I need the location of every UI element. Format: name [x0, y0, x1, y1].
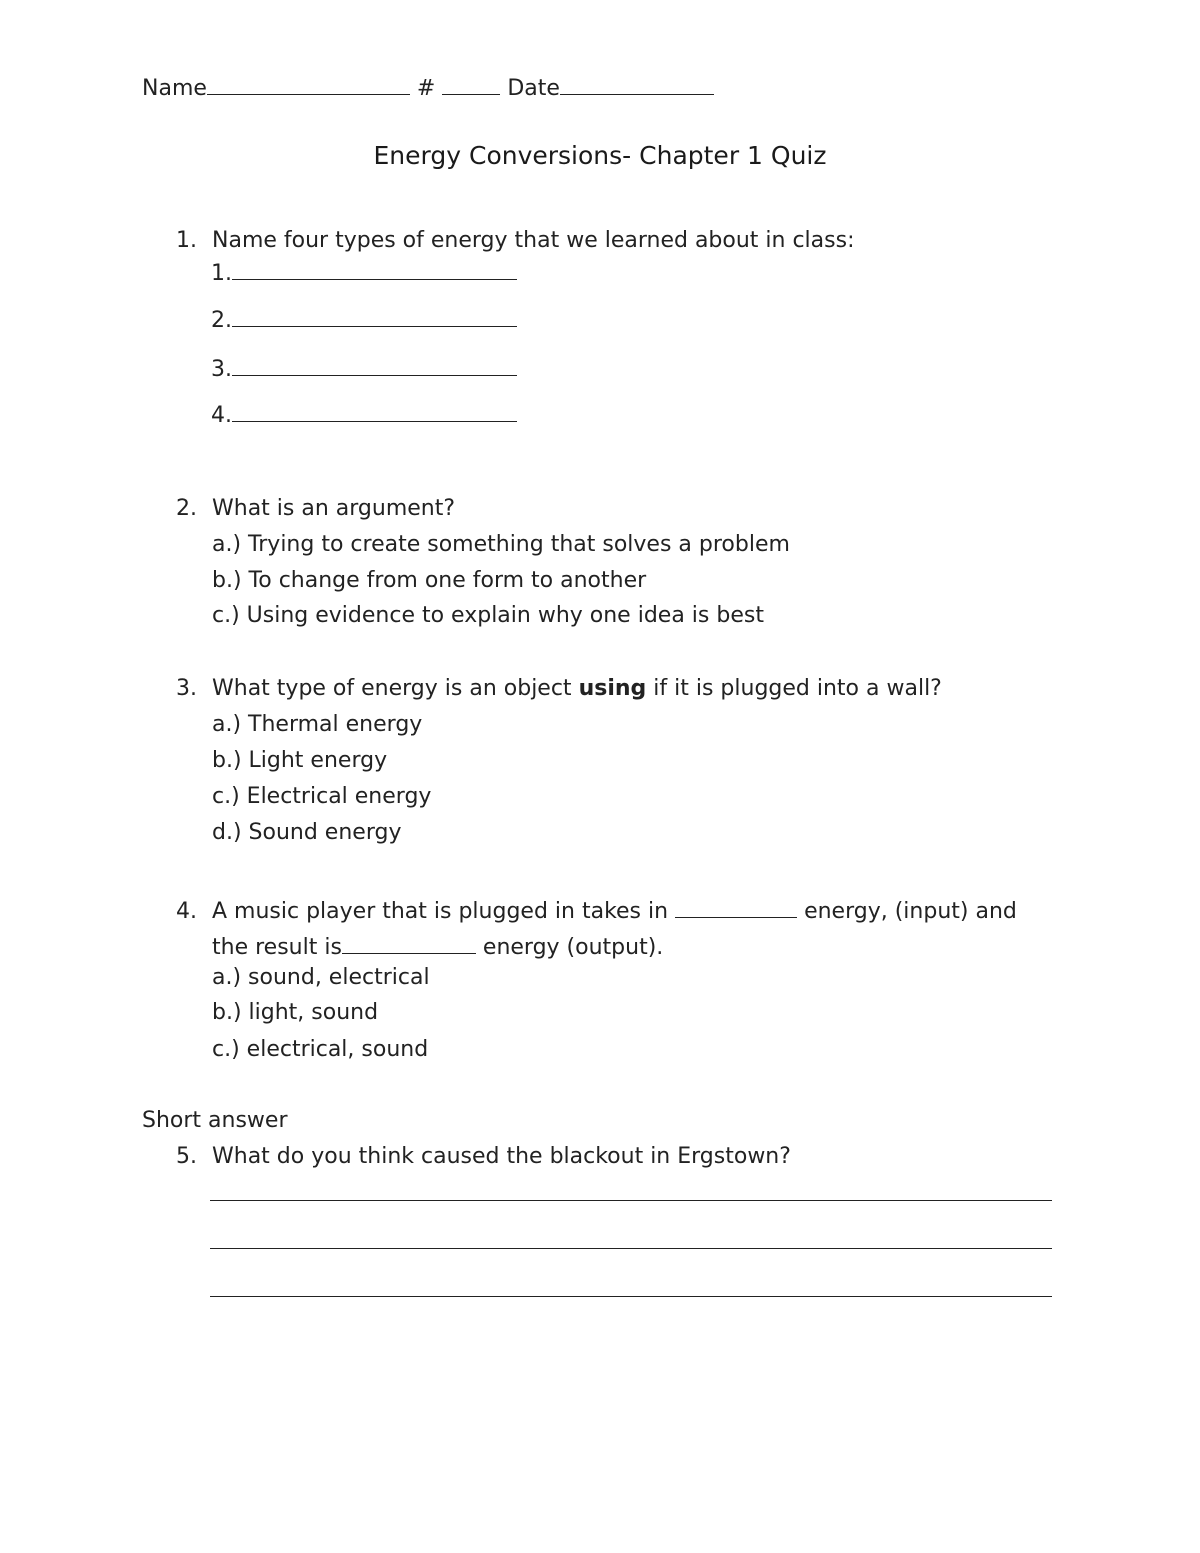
answer-blank-row [211, 399, 517, 427]
input-energy-blank[interactable] [675, 895, 797, 918]
answer-option[interactable]: b.) Light energy [212, 748, 388, 773]
question-number: 1. [176, 228, 197, 253]
blank-number: 2. [211, 308, 232, 333]
answer-option[interactable]: c.) electrical, sound [212, 1037, 429, 1062]
question-3 [176, 678, 942, 700]
answer-blank-row [211, 304, 517, 332]
section-heading: Short answer [142, 1108, 288, 1133]
blank-number: 4. [211, 403, 232, 428]
header-row [142, 72, 714, 100]
question-prompt-cont: energy, (input) and [804, 899, 1017, 924]
answer-blank[interactable] [232, 353, 517, 376]
question-prompt: A music player that is plugged in takes in [212, 899, 669, 924]
answer-option[interactable]: d.) Sound energy [212, 820, 402, 845]
question-prompt: What is an argument? [212, 496, 456, 521]
question-4-line-2 [212, 931, 663, 959]
question-4 [176, 895, 1017, 923]
answer-option[interactable]: b.) light, sound [212, 1000, 379, 1025]
question-1 [176, 230, 855, 252]
answer-blank-row [211, 353, 517, 381]
number-blank[interactable] [442, 72, 500, 95]
question-prompt: What do you think caused the blackout in Ergstown? [212, 1144, 791, 1169]
question-prompt-end: if it is plugged into a wall? [646, 676, 942, 701]
question-number: 3. [176, 676, 197, 701]
answer-blank[interactable] [232, 304, 517, 327]
question-prompt: the result is [212, 935, 342, 960]
answer-blank[interactable] [232, 257, 517, 280]
date-blank[interactable] [560, 72, 714, 95]
answer-option[interactable]: c.) Electrical energy [212, 784, 432, 809]
name-label: Name [142, 76, 207, 101]
date-label: Date [507, 76, 560, 101]
number-label: # [416, 76, 436, 101]
question-prompt: Name four types of energy that we learned about in class: [212, 228, 855, 253]
short-answer-line[interactable] [210, 1200, 1052, 1201]
answer-option[interactable]: b.) To change from one form to another [212, 568, 647, 593]
question-prompt-cont: energy (output). [482, 935, 664, 960]
short-answer-line[interactable] [210, 1296, 1052, 1297]
question-number: 2. [176, 496, 197, 521]
answer-option[interactable]: a.) sound, electrical [212, 965, 430, 990]
answer-blank-row [211, 257, 517, 285]
question-2 [176, 498, 455, 520]
question-number: 5. [176, 1144, 197, 1169]
answer-option[interactable]: c.) Using evidence to explain why one idea is best [212, 603, 764, 628]
question-5 [176, 1146, 791, 1168]
name-blank[interactable] [207, 72, 410, 95]
answer-option[interactable]: a.) Trying to create something that solves a problem [212, 532, 790, 557]
output-energy-blank[interactable] [342, 931, 476, 954]
blank-number: 3. [211, 357, 232, 382]
short-answer-line[interactable] [210, 1248, 1052, 1249]
question-number: 4. [176, 899, 197, 924]
answer-option[interactable]: a.) Thermal energy [212, 712, 423, 737]
question-prompt: What type of energy is an object [212, 676, 579, 701]
blank-number: 1. [211, 261, 232, 286]
emphasized-word: using [578, 676, 647, 701]
page-title: Energy Conversions- Chapter 1 Quiz [373, 141, 827, 170]
answer-blank[interactable] [232, 399, 517, 422]
